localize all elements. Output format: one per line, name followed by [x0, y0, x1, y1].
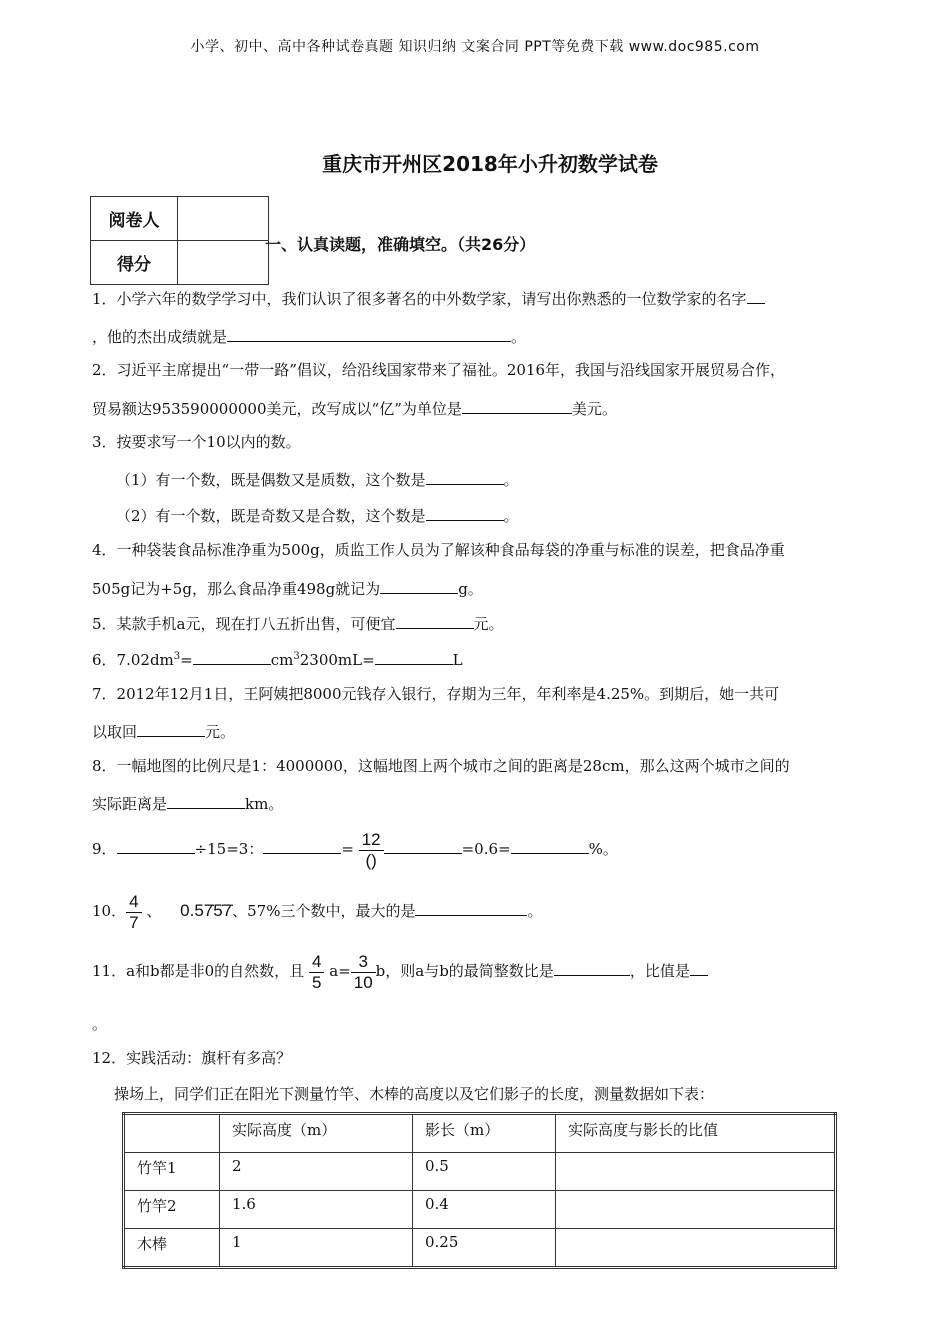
question-11: [92, 950, 708, 994]
fraction-denominator: 10: [351, 972, 376, 993]
question-text: 贸易额达953590000000美元，改写成以“亿”为单位是: [92, 400, 462, 418]
table-header-row: [124, 1114, 836, 1153]
question-text: =: [180, 651, 193, 669]
answer-blank[interactable]: [415, 899, 527, 916]
fraction: [359, 830, 384, 871]
page-title: 重庆市开州区2018年小升初数学试卷: [322, 152, 658, 176]
table-cell: 木棒: [124, 1229, 220, 1268]
answer-blank[interactable]: [384, 837, 462, 854]
question-text: （2）有一个数，既是奇数又是合数，这个数是: [116, 507, 426, 525]
question-text: 10．: [92, 902, 127, 920]
answer-blank[interactable]: [227, 325, 511, 342]
table-cell: 竹竿2: [124, 1191, 220, 1229]
question-text: ÷15=3：: [194, 840, 264, 858]
repeating-decimal: 0.57̇5̇7̇: [180, 901, 233, 920]
answer-blank[interactable]: [747, 287, 765, 304]
superscript: 3: [293, 651, 300, 662]
question-text: 9．: [92, 840, 117, 858]
question-text: 元。: [473, 615, 504, 633]
answer-blank[interactable]: [690, 959, 708, 976]
table-cell: 竹竿1: [124, 1153, 220, 1191]
question-text: ，比值是: [629, 962, 690, 980]
question-4-line-2: [92, 577, 483, 599]
answer-blank[interactable]: [167, 792, 245, 809]
table-row: [124, 1229, 836, 1268]
question-9: [92, 828, 618, 872]
question-text: 以取回: [92, 723, 138, 741]
answer-cell[interactable]: [556, 1191, 836, 1229]
question-text: 505g记为+5g，那么食品净重498g就记为: [92, 580, 381, 598]
question-text: b，则a与b的最简整数比是: [375, 962, 554, 980]
question-text: ，他的杰出成绩就是: [92, 328, 228, 346]
score-box: [90, 196, 269, 285]
table-cell: 1: [220, 1229, 413, 1268]
fraction-numerator: 12: [361, 829, 381, 849]
question-text: L: [452, 651, 463, 669]
score-cell[interactable]: [178, 241, 269, 285]
fraction: [309, 952, 324, 993]
answer-blank[interactable]: [396, 612, 474, 629]
answer-cell[interactable]: [556, 1153, 836, 1191]
table-cell: 2: [220, 1153, 413, 1191]
answer-blank[interactable]: [375, 648, 453, 665]
question-6: [92, 648, 463, 670]
answer-blank[interactable]: [554, 959, 630, 976]
answer-blank[interactable]: [511, 837, 589, 854]
question-12: 12．实践活动：旗杆有多高？: [92, 1049, 292, 1067]
fraction-numerator: 4: [129, 891, 139, 911]
question-10: [92, 890, 543, 934]
question-text: 。: [503, 507, 519, 525]
question-text: 、: [146, 902, 162, 920]
question-8-line-2: [92, 792, 283, 814]
question-text: km。: [245, 795, 284, 813]
answer-blank[interactable]: [380, 577, 458, 594]
answer-blank[interactable]: [193, 648, 271, 665]
question-text: %。: [588, 840, 618, 858]
question-text: 。: [511, 328, 527, 346]
table-header-cell: [124, 1114, 220, 1153]
answer-blank[interactable]: [117, 837, 195, 854]
question-2-line-1: 2．习近平主席提出“一带一路”倡议，给沿线国家带来了福祉。2016年，我国与沿线国家开展贸易合作，: [92, 361, 786, 379]
question-1-line-2: [92, 325, 526, 347]
fraction-denominator: 5: [309, 972, 324, 993]
header-banner: 小学、初中、高中各种试卷真题 知识归纳 文案合同 PPT等免费下载 www.doc985.com: [190, 39, 760, 55]
question-text: 。: [503, 471, 519, 489]
question-text: 实际距离是: [92, 795, 168, 813]
answer-blank[interactable]: [426, 504, 504, 521]
fraction: [351, 952, 376, 993]
question-text: 美元。: [571, 400, 617, 418]
question-text: 6．7.02dm: [92, 651, 174, 669]
answer-cell[interactable]: [556, 1229, 836, 1268]
question-7-line-1: 7．2012年12月1日，王阿姨把8000元钱存入银行，存期为三年，年利率是4.25%。到期后，她一共可: [92, 685, 780, 703]
table-header-cell: 实际高度与影长的比值: [556, 1114, 836, 1153]
question-12-description: 操场上，同学们正在阳光下测量竹竿、木棒的高度以及它们影子的长度，测量数据如下表：: [114, 1085, 715, 1103]
table-header-cell: 影长（m）: [413, 1114, 556, 1153]
question-text: （1）有一个数，既是偶数又是质数，这个数是: [116, 471, 426, 489]
question-text: 5．某款手机a元，现在打八五折出售，可便宜: [92, 615, 396, 633]
answer-blank[interactable]: [426, 468, 504, 485]
fraction-numerator: 4: [311, 951, 322, 971]
question-text: 2300mL=: [299, 651, 375, 669]
reviewer-label: 阅卷人: [91, 197, 178, 241]
question-8-line-1: 8．一幅地图的比例尺是1：4000000，这幅地图上两个城市之间的距离是28cm，那么这两个城市之间的: [92, 757, 790, 775]
table-row: [124, 1191, 836, 1229]
question-text: 、57%三个数中，最大的是: [232, 902, 416, 920]
fraction-denominator: (): [359, 850, 384, 871]
question-7-line-2: [92, 720, 235, 742]
score-label: 得分: [91, 241, 178, 285]
reviewer-cell[interactable]: [178, 197, 269, 241]
question-1-line-1: [92, 287, 765, 309]
question-3: 3．按要求写一个10以内的数。: [92, 433, 301, 451]
answer-blank[interactable]: [263, 837, 341, 854]
fraction-numerator: 3: [358, 951, 368, 971]
question-text: a=: [329, 962, 351, 980]
table-header-cell: 实际高度（m）: [220, 1114, 413, 1153]
question-text: =: [341, 840, 354, 858]
question-text: 元。: [205, 723, 236, 741]
question-text: =0.6=: [461, 840, 511, 858]
section-heading: 一、认真读题，准确填空。（共26分）: [265, 235, 536, 254]
answer-blank[interactable]: [462, 397, 572, 414]
question-3-1: [116, 468, 519, 490]
table-row: [124, 1153, 836, 1191]
question-text: g。: [458, 580, 483, 598]
question-text: 1．小学六年的数学学习中，我们认识了很多著名的中外数学家，请写出你熟悉的一位数学家的名字: [92, 290, 747, 308]
question-5: [92, 612, 504, 634]
question-text: 。: [527, 902, 543, 920]
table-cell: 0.5: [413, 1153, 556, 1191]
fraction: [126, 892, 141, 933]
superscript: 3: [173, 651, 181, 662]
table-cell: 0.4: [413, 1191, 556, 1229]
table-cell: 0.25: [413, 1229, 556, 1268]
question-11-end: 。: [92, 1015, 108, 1033]
question-text: cm: [270, 651, 294, 669]
question-4-line-1: 4．一种袋装食品标准净重为500g，质监工作人员为了解该种食品每袋的净重与标准的误差，把食品净重: [92, 541, 785, 559]
table-cell: 1.6: [220, 1191, 413, 1229]
fraction-denominator: 7: [126, 912, 141, 933]
question-2-line-2: [92, 397, 617, 419]
question-text: 11．a和b都是非0的自然数，且: [92, 962, 305, 980]
question-3-2: [116, 504, 519, 526]
measurement-table: [122, 1112, 837, 1269]
answer-blank[interactable]: [137, 720, 205, 737]
